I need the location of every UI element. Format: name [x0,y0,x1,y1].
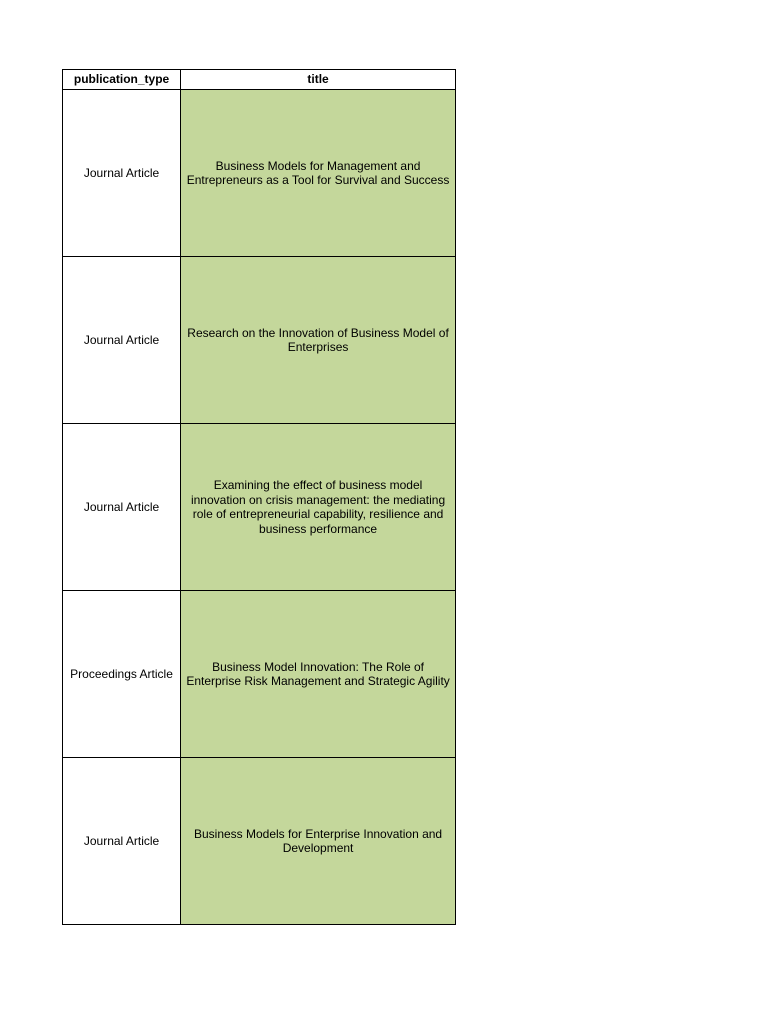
header-publication-type[interactable]: publication_type [63,70,181,90]
header-row [63,70,456,90]
title-cell[interactable]: Business Models for Management and Entrepreneurs as a Tool for Survival and Success [181,90,456,257]
publication-type-cell[interactable]: Journal Article [63,90,181,257]
header-title[interactable]: title [181,70,456,90]
publication-type-cell[interactable]: Journal Article [63,758,181,925]
table-row [63,758,456,925]
publications-table [62,69,456,925]
publication-type-cell[interactable]: Proceedings Article [63,591,181,758]
table-row [63,424,456,591]
table-row [63,591,456,758]
title-cell[interactable]: Examining the effect of business model innovation on crisis management: the mediating role of entrepreneurial capability, resilience and business performance [181,424,456,591]
title-cell[interactable]: Business Models for Enterprise Innovation and Development [181,758,456,925]
title-cell[interactable]: Research on the Innovation of Business Model of Enterprises [181,257,456,424]
publication-type-cell[interactable]: Journal Article [63,257,181,424]
publication-type-cell[interactable]: Journal Article [63,424,181,591]
title-cell[interactable]: Business Model Innovation: The Role of Enterprise Risk Management and Strategic Agility [181,591,456,758]
table-row [63,257,456,424]
table-row [63,90,456,257]
